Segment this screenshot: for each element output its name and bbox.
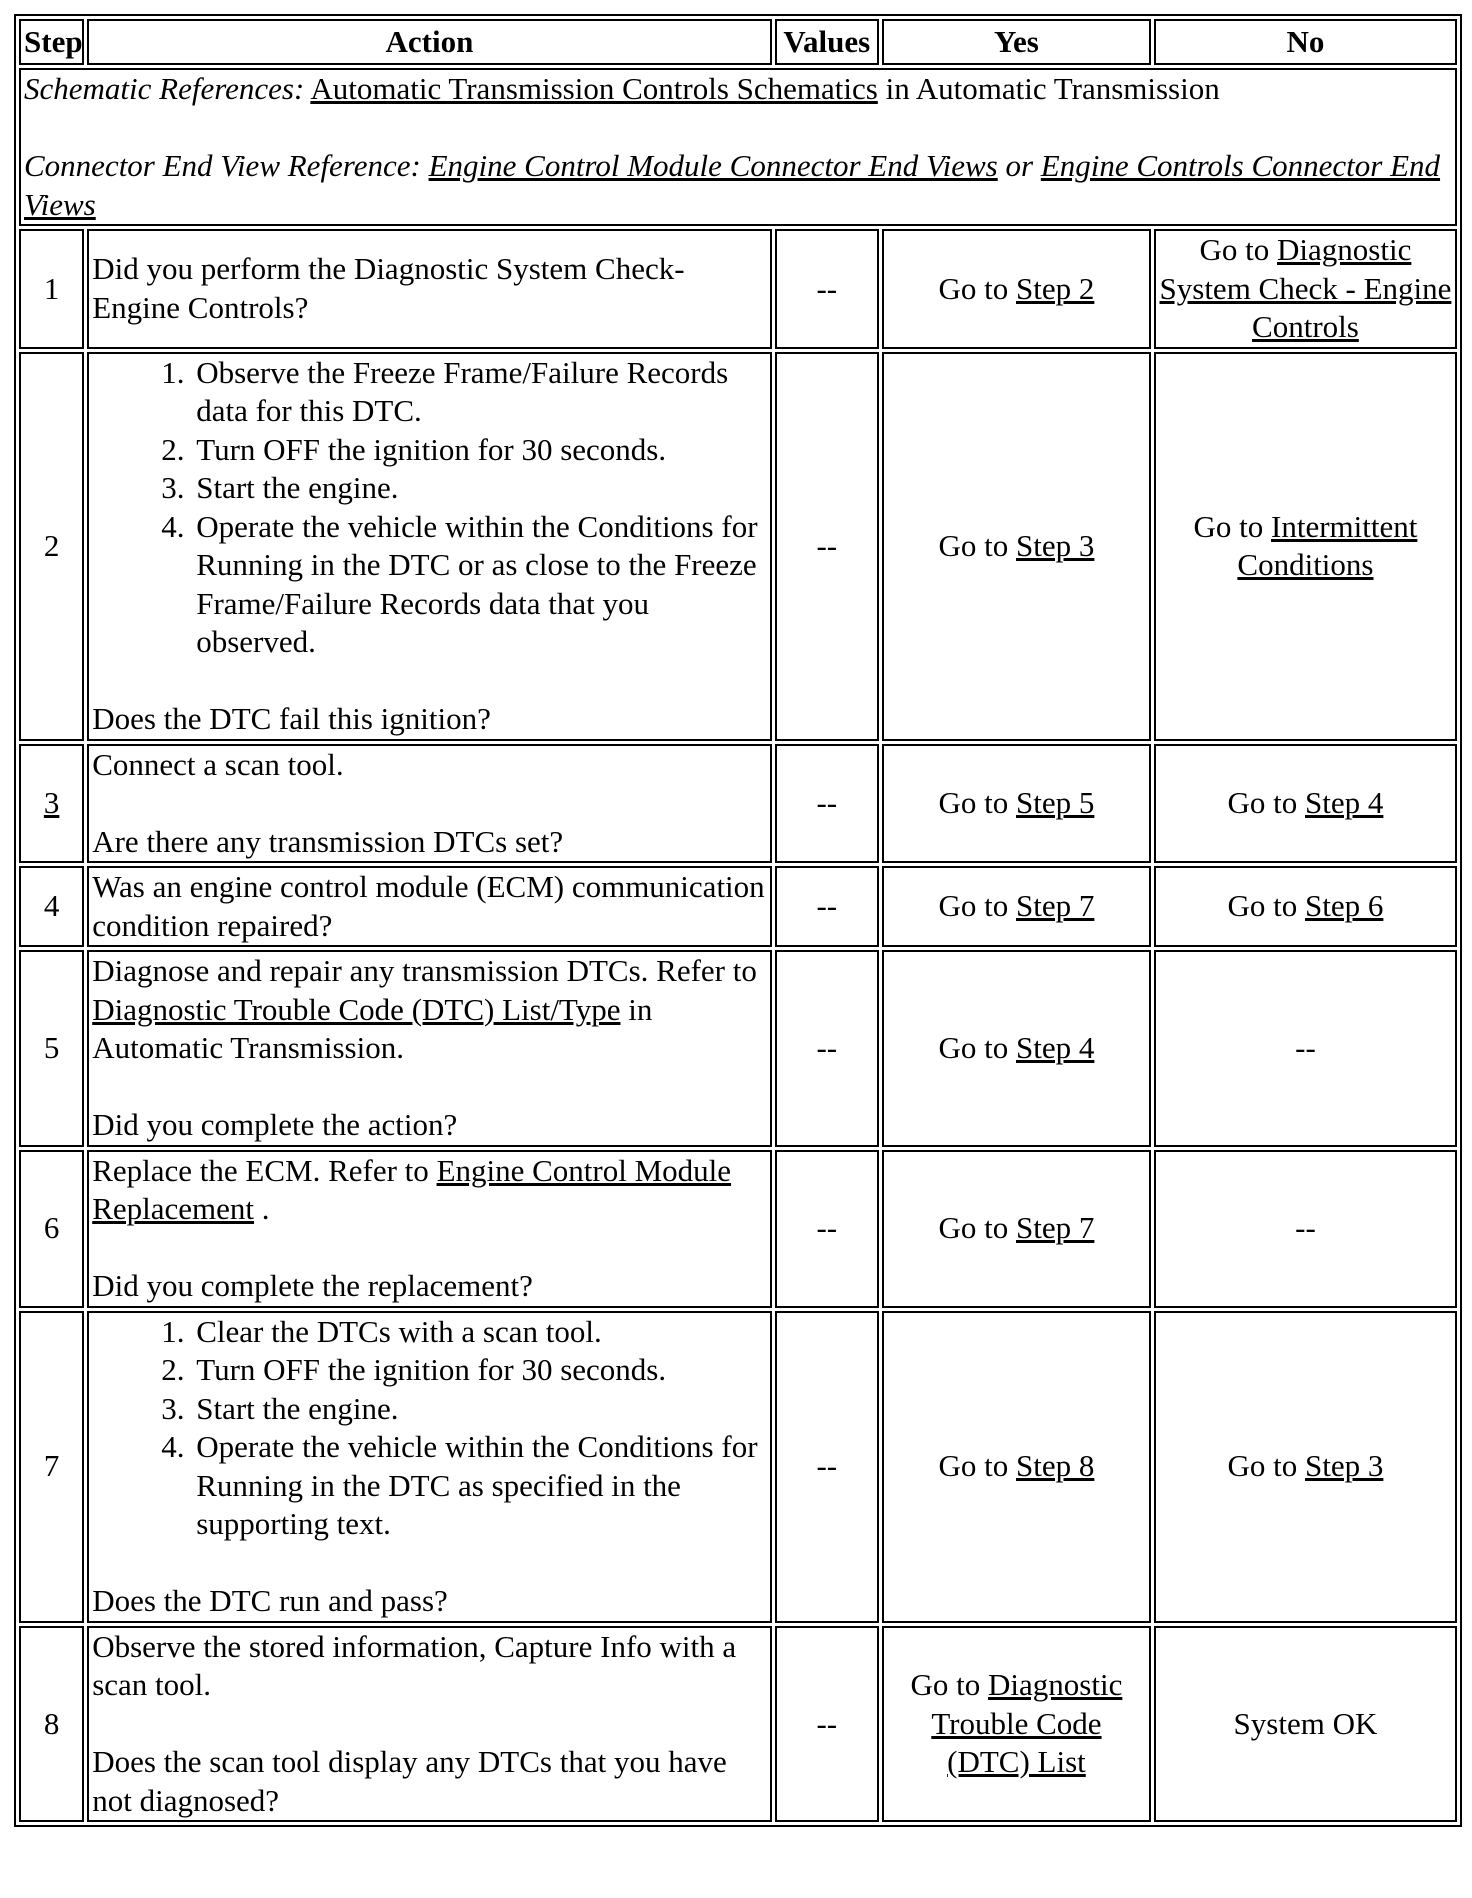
no-cell: -- [1154,1150,1457,1308]
list-item: 2. Turn OFF the ignition for 30 seconds. [192,1351,766,1390]
action-cell [87,1311,771,1623]
action-cell: Did you perform the Diagnostic System Check-Engine Controls? [87,229,771,349]
connector-link-engine-controls[interactable]: Engine Controls Connector End Views [24,148,1441,222]
step-link[interactable]: 3 [43,785,60,820]
header-step: Step [19,19,84,65]
question-text: Did you complete the action? [92,1107,458,1142]
yes-link[interactable]: Step 5 [1016,785,1095,820]
header-row [19,19,1457,65]
yes-cell [882,1626,1151,1823]
yes-link[interactable]: Step 7 [1016,888,1095,924]
no-cell [1154,352,1457,741]
list-item: 4. Operate the vehicle within the Conditions for Running in the DTC as specified in the supporting text. [192,1428,766,1544]
question-text: Did you complete the replacement? [92,1268,533,1303]
table-row [19,744,1457,864]
action-cell: Was an engine control module (ECM) communication condition repaired? [87,866,771,947]
yes-prefix: Go to [938,888,1016,924]
schematic-suffix: in Automatic Transmission [877,71,1220,106]
no-prefix: Go to [1199,232,1278,267]
references-row [19,68,1457,226]
no-link[interactable]: Diagnostic System Check - Engine Controls [1159,232,1452,344]
table-row [19,229,1457,349]
list-item: 1. Observe the Freeze Frame/Failure Records data for this DTC. [192,354,766,431]
yes-cell [882,866,1151,947]
yes-link[interactable]: Step 8 [1016,1448,1095,1484]
values-cell: -- [775,950,879,1147]
step-number [19,744,84,864]
diagnostic-page [14,14,1462,1827]
values-cell: -- [775,1311,879,1623]
header-yes: Yes [882,19,1151,65]
yes-prefix: Go to [938,1210,1016,1246]
list-item: 1. Clear the DTCs with a scan tool. [192,1313,766,1352]
yes-link[interactable]: Step 2 [1016,270,1095,306]
action-cell [87,950,771,1147]
list-item: 3. Start the engine. [192,469,766,508]
yes-cell [882,352,1151,741]
table-row [19,1626,1457,1823]
yes-cell [882,1150,1151,1308]
table-row [19,1150,1457,1308]
step-number: 1 [19,229,84,349]
connector-label: Connector End View Reference: [24,148,421,183]
yes-cell [882,229,1151,349]
connector-link-ecm[interactable]: Engine Control Module Connector End Views [428,148,998,183]
list-item: 3. Start the engine. [192,1390,766,1429]
no-cell: -- [1154,950,1457,1147]
schematic-reference [24,70,1452,109]
yes-prefix: Go to [938,1030,1016,1065]
yes-cell [882,950,1151,1147]
no-link[interactable]: Step 4 [1305,785,1384,820]
yes-cell [882,1311,1151,1623]
action-suffix: . [254,1191,270,1226]
step-number: 8 [19,1626,84,1823]
action-text [92,1152,766,1229]
procedure-list [92,354,766,662]
step-number: 7 [19,1311,84,1623]
references-cell [19,68,1457,226]
no-prefix: Go to [1227,888,1306,924]
no-link[interactable]: Step 6 [1305,888,1384,924]
question-text: Does the DTC fail this ignition? [92,701,491,736]
action-suffix: in Automatic Transmission. [92,991,653,1065]
no-prefix: Go to [1227,1448,1306,1484]
values-cell: -- [775,1150,879,1308]
action-cell [87,352,771,741]
table-row [19,866,1457,947]
list-item: 4. Operate the vehicle within the Conditions for Running in the DTC or as close to the Freeze Frame/Failure Records data that you observed. [192,508,766,662]
yes-prefix: Go to [938,785,1016,820]
yes-link[interactable]: Diagnostic Trouble Code (DTC) List [931,1667,1123,1779]
header-values: Values [775,19,879,65]
no-cell [1154,1311,1457,1623]
no-link[interactable]: Step 3 [1305,1448,1384,1484]
step-number: 5 [19,950,84,1147]
step-number: 4 [19,866,84,947]
values-cell: -- [775,1626,879,1823]
no-prefix: Go to [1227,785,1306,820]
yes-link[interactable]: Step 7 [1016,1210,1095,1246]
values-cell: -- [775,352,879,741]
question-text: Does the scan tool display any DTCs that you have not diagnosed? [92,1744,727,1818]
schematic-link[interactable]: Automatic Transmission Controls Schematics [310,71,878,106]
action-text: Connect a scan tool. [92,746,344,782]
no-cell [1154,229,1457,349]
action-link[interactable]: Diagnostic Trouble Code (DTC) List/Type [92,991,621,1027]
procedure-list [92,1313,766,1544]
connector-reference [24,147,1452,224]
header-action: Action [87,19,771,65]
yes-cell [882,744,1151,864]
question-text: Does the DTC run and pass? [92,1583,448,1618]
action-cell [87,1150,771,1308]
no-cell: System OK [1154,1626,1457,1823]
action-cell [87,744,771,864]
diagnostic-table [14,14,1462,1827]
no-cell [1154,866,1457,947]
yes-prefix: Go to [938,270,1016,306]
action-text [92,952,766,1068]
list-item: 2. Turn OFF the ignition for 30 seconds. [192,431,766,470]
no-cell [1154,744,1457,864]
no-prefix: Go to [1193,508,1272,544]
values-cell: -- [775,866,879,947]
header-no: No [1154,19,1457,65]
table-row [19,1311,1457,1623]
action-prefix: Replace the ECM. Refer to [92,1152,437,1188]
table-row [19,352,1457,741]
yes-link[interactable]: Step 4 [1016,1030,1095,1065]
connector-or: or [997,148,1041,183]
question-text: Are there any transmission DTCs set? [92,823,564,859]
action-prefix: Diagnose and repair any transmission DTCs. Refer to [92,953,757,988]
table-row [19,950,1457,1147]
yes-link[interactable]: Step 3 [1016,527,1095,563]
action-link[interactable]: Engine Control Module Replacement [92,1152,732,1226]
values-cell: -- [775,744,879,864]
values-cell: -- [775,229,879,349]
yes-prefix: Go to [938,527,1016,563]
action-cell [87,1626,771,1823]
no-link[interactable]: Intermittent Conditions [1237,508,1418,582]
step-number: 2 [19,352,84,741]
action-text: Observe the stored information, Capture Info with a scan tool. [92,1628,737,1702]
yes-prefix: Go to [938,1448,1016,1484]
yes-prefix: Go to [910,1667,989,1702]
step-number: 6 [19,1150,84,1308]
schematic-label: Schematic References: [24,71,305,106]
